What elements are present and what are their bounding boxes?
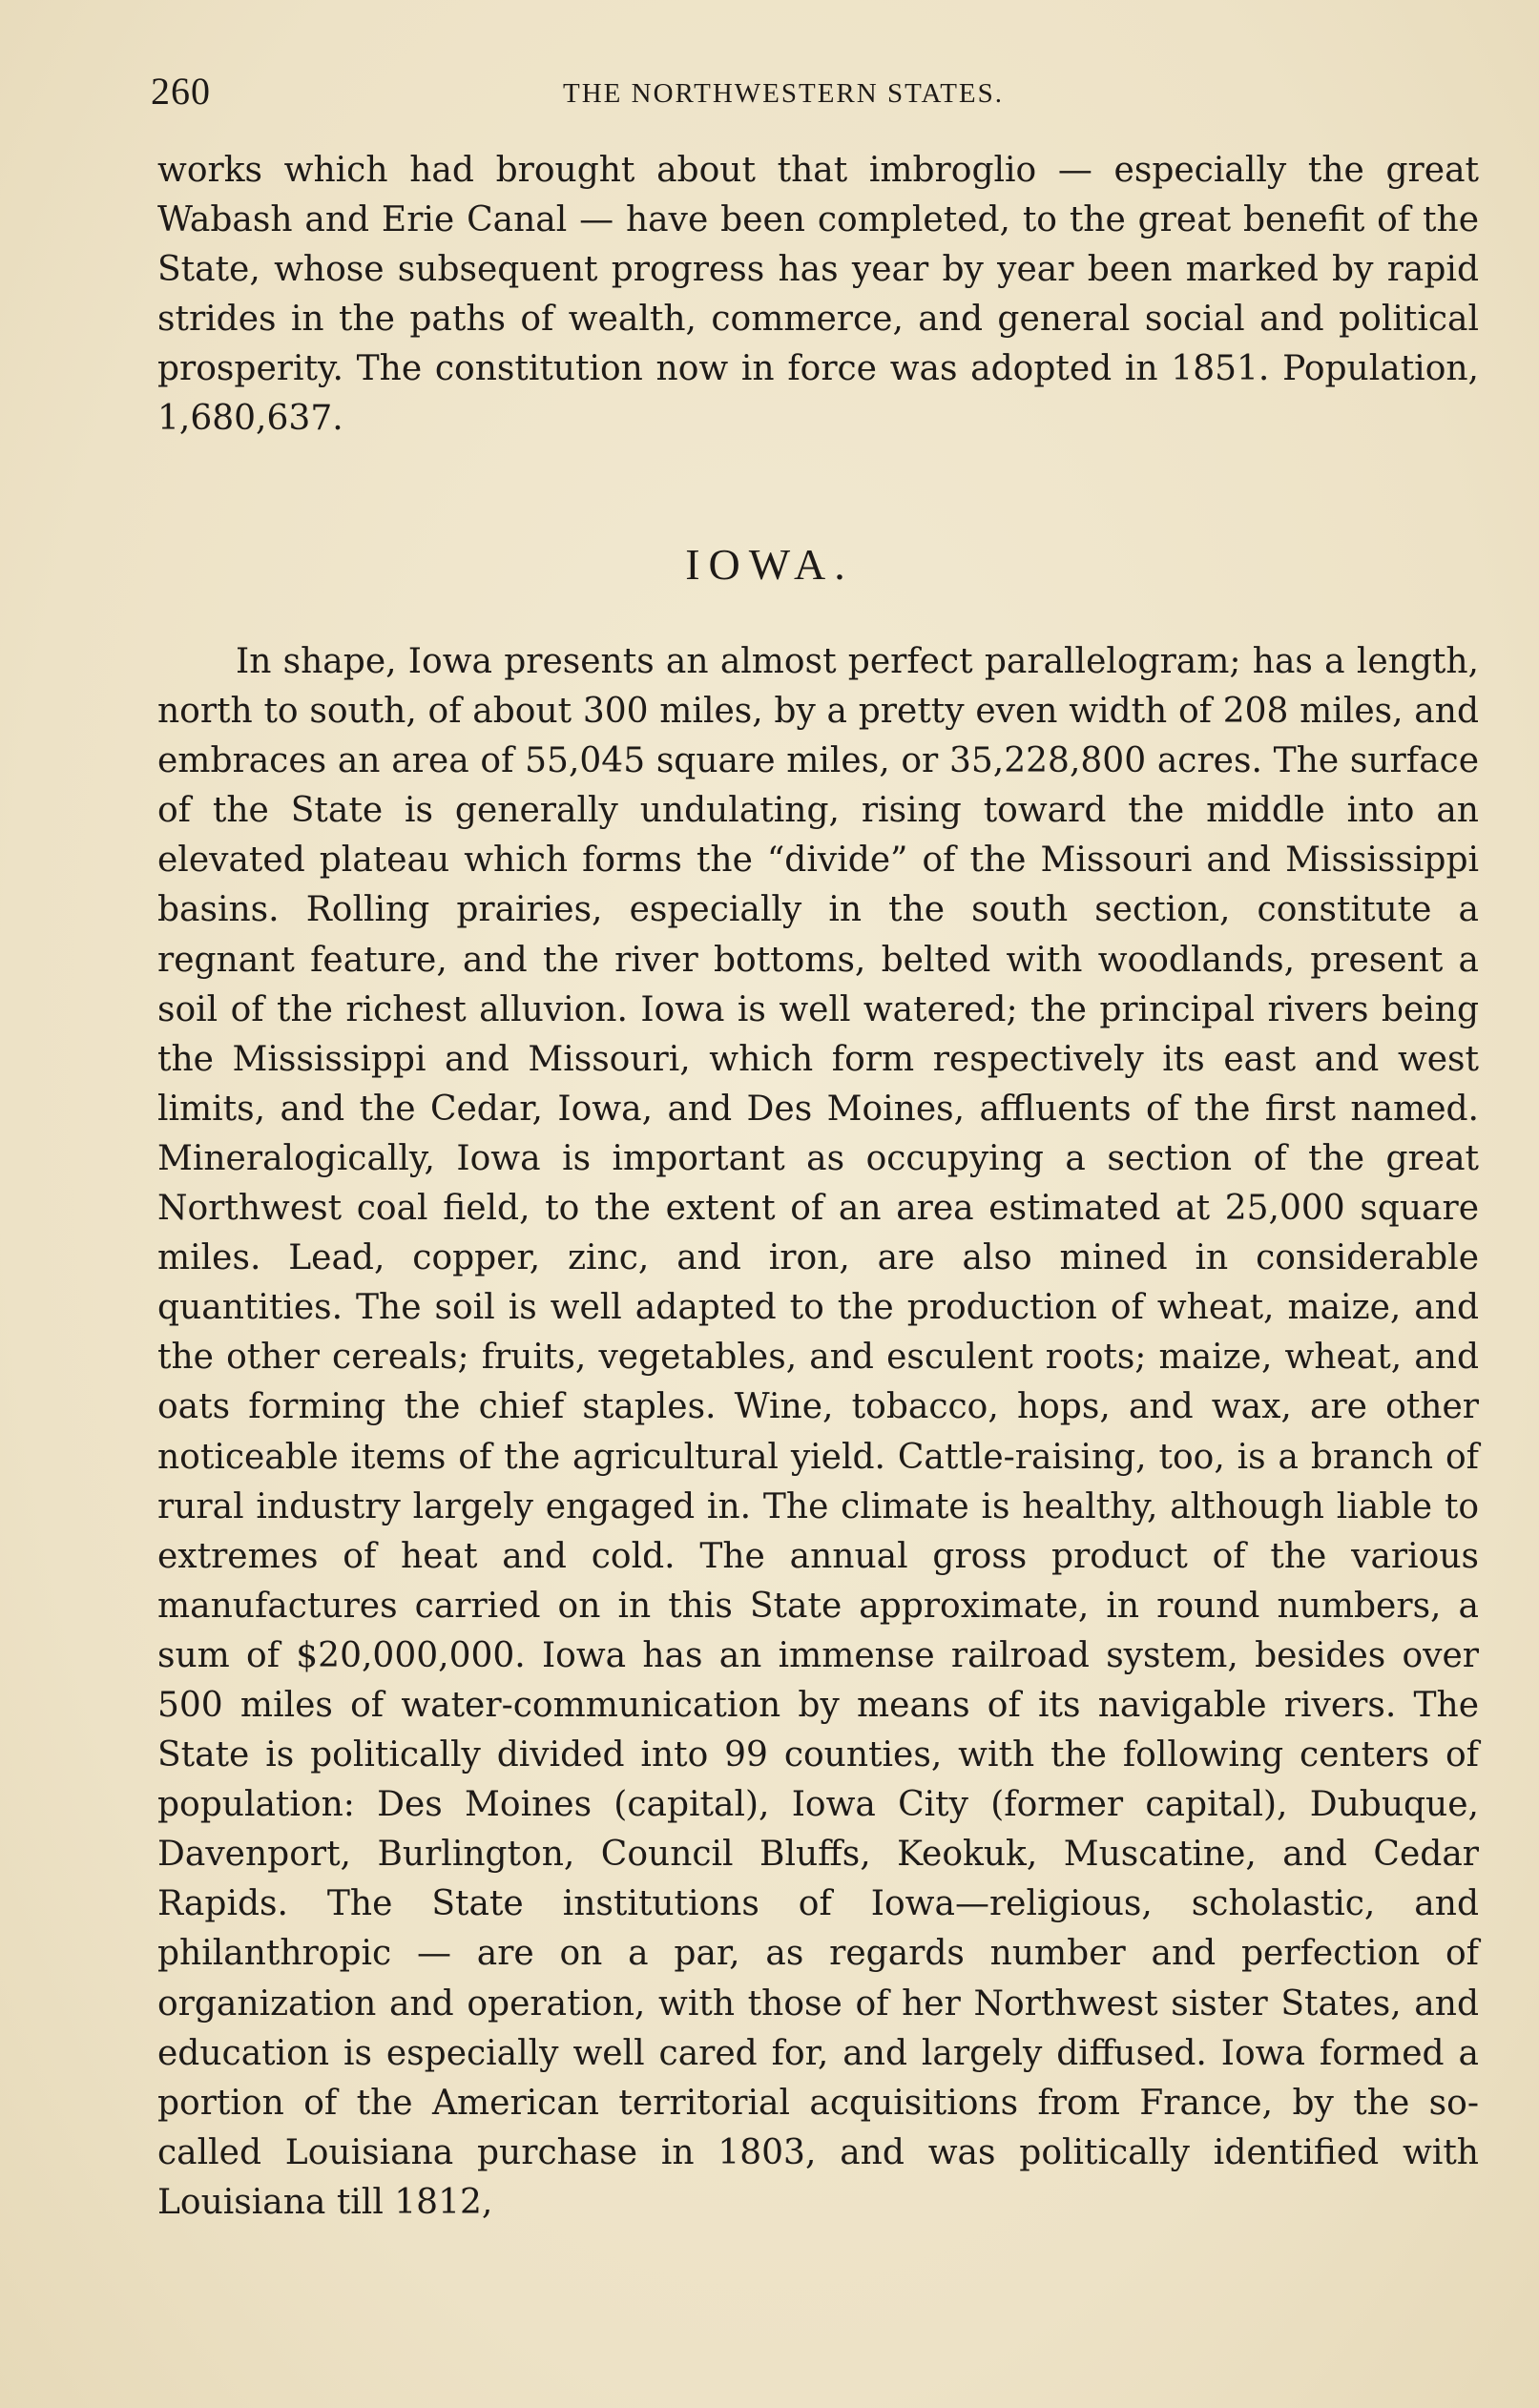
- paragraph-continued: works which had brought about that imbroglio — especially the great Wabash and Erie Canal — have been completed, to the great benefit of the State, whose subsequent progress has year by year been marked by rapid strides in the paths of wealth, commerce, and general social and political prosperity. The constitution now in force was adopted in 1851. Population, 1,680,637.: [157, 151, 1479, 439]
- paragraph-iowa: In shape, Iowa presents an almost perfect parallelogram; has a length, north to south, of about 300 miles, by a pretty even width of 208 miles, and embraces an area of 55,045 square miles, or 35,228,800 acres. The surface of the State is generally undulating, rising toward the middle into an elevated plateau which forms the “divide” of the Missouri and Mississippi basins. Rolling prairies, especially in the south section, constitute a regnant feature, and the river bottoms, belted with woodlands, present a soil of the richest alluvion. Iowa is well watered; the principal rivers being the Mississippi and Missouri, which form respectively its east and west limits, and the Cedar, Iowa, and Des Moines, affluents of the first named. Mineralogically, Iowa is important as occupying a section of the great Northwest coal field, to the extent of an area estimated at 25,000 square miles. Lead, copper, zinc, and iron, are also mined in considerable quantities. The soil is well adapted to the production of wheat, maize, and the other cereals; fruits, vegetables, and esculent roots; maize, wheat, and oats forming the chief staples. Wine, tobacco, hops, and wax, are other noticeable items of the agricultural yield. Cattle-raising, too, is a branch of rural industry largely engaged in. The climate is healthy, although liable to extremes of heat and cold. The annual gross product of the various manufactures carried on in this State approximate, in round numbers, a sum of $20,000,000. Iowa has an immense railroad system, besides over 500 miles of water-communication by means of its navigable rivers. The State is politically divided into 99 counties, with the following centers of population: Des Moines (capital), Iowa City (former capital), Dubuque, Davenport, Burlington, Council Bluffs, Keokuk, Muscatine, and Cedar Rapids. The State institutions of Iowa—religious, scholastic, and philanthropic — are on a par, as regards number and perfection of organization and operation, with those of her Northwest sister States, and education is especially well cared for, and largely diffused. Iowa formed a portion of the American territorial acquisitions from France, by the so-called Louisiana purchase in 1803, and was politically identified with Louisiana till 1812,: [157, 642, 1479, 2222]
- section-heading: IOWA.: [685, 540, 854, 589]
- running-head: [143, 69, 1490, 126]
- page-number: 260: [151, 70, 211, 113]
- running-title: THE NORTHWESTERN STATES.: [563, 78, 1005, 109]
